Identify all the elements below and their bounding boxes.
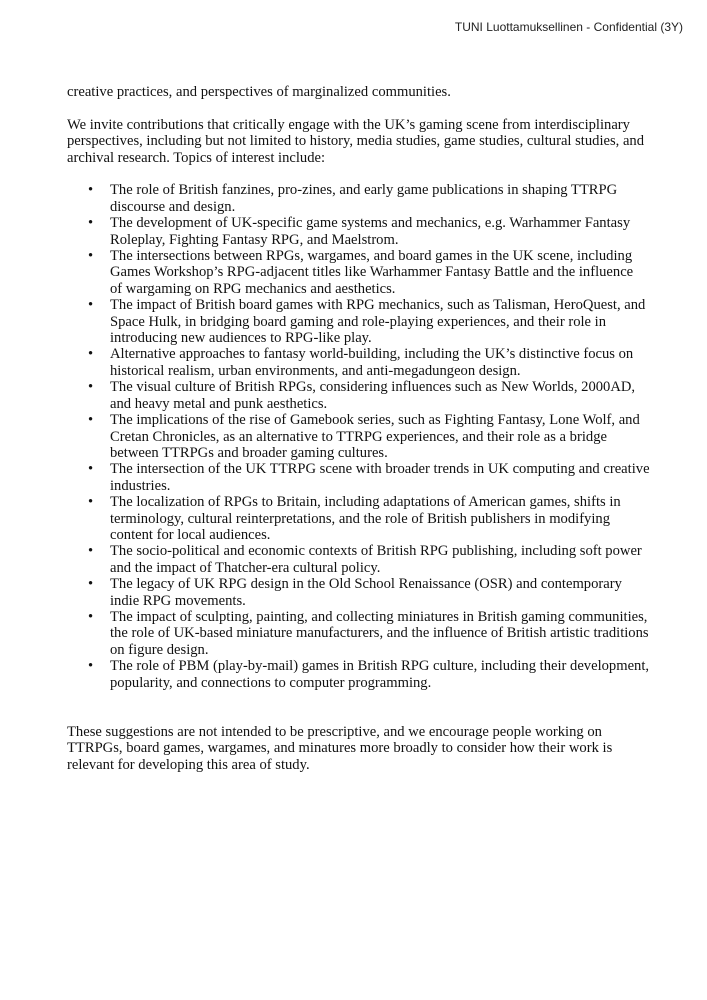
bullet-icon: •	[88, 215, 94, 232]
text-line: indie RPG movements.	[110, 592, 246, 609]
text-line: Space Hulk, in bridging board gaming and role-playing experiences, and their role in	[110, 313, 607, 330]
topic-list-item	[67, 297, 667, 346]
text-line: popularity, and connections to computer programming.	[110, 674, 432, 691]
topic-list-item	[67, 461, 667, 494]
bullet-icon: •	[88, 658, 94, 675]
topic-list-item	[67, 215, 667, 248]
topic-list-item	[67, 379, 667, 412]
text-line: The localization of RPGs to Britain, including adaptations of American games, shifts in	[110, 494, 621, 511]
intro-section	[67, 84, 667, 166]
topic-list-item	[67, 609, 667, 658]
text-line: Games Workshop’s RPG-adjacent titles like Warhammer Fantasy Battle and the influence	[110, 264, 634, 281]
text-line: industries.	[110, 477, 171, 494]
text-line: The implications of the rise of Gamebook series, such as Fighting Fantasy, Lone Wolf, and	[110, 412, 640, 429]
text-line: relevant for developing this area of study.	[67, 756, 310, 773]
bullet-icon: •	[88, 543, 94, 560]
bullet-icon: •	[88, 461, 94, 478]
text-line: The legacy of UK RPG design in the Old School Renaissance (OSR) and contemporary	[110, 576, 622, 593]
text-line: archival research. Topics of interest include:	[67, 149, 326, 166]
bullet-icon: •	[88, 576, 94, 593]
text-line: The impact of British board games with RPG mechanics, such as Talisman, HeroQuest, and	[110, 297, 646, 314]
document-body	[67, 84, 667, 789]
text-line: The development of UK-specific game systems and mechanics, e.g. Warhammer Fantasy	[110, 215, 631, 232]
text-line: creative practices, and perspectives of marginalized communities.	[67, 84, 451, 100]
text-line: Cretan Chronicles, as an alternative to TTRPG experiences, and their role as a bridge	[110, 428, 607, 445]
text-line: between TTRPGs and broader gaming cultures.	[110, 444, 388, 461]
closing-paragraph	[67, 724, 667, 773]
text-line: These suggestions are not intended to be prescriptive, and we encourage people working on	[67, 723, 602, 740]
text-line: The role of PBM (play-by-mail) games in British RPG culture, including their development,	[110, 658, 650, 675]
bullet-icon: •	[88, 297, 94, 314]
topic-list-item	[67, 576, 667, 609]
topic-list-item	[67, 248, 667, 297]
text-line: TTRPGs, board games, wargames, and minatures more broadly to consider how their work is	[67, 740, 613, 757]
text-line: Roleplay, Fighting Fantasy RPG, and Maelstrom.	[110, 231, 399, 248]
text-line: introducing new audiences to RPG-like play.	[110, 330, 372, 347]
text-line: terminology, cultural reinterpretations, and the role of British publishers in modifying	[110, 510, 610, 527]
text-line: The role of British fanzines, pro-zines, and early game publications in shaping TTRPG	[110, 182, 618, 199]
text-line: the role of UK-based miniature manufacturers, and the influence of British artistic traditions	[110, 625, 649, 642]
bullet-icon: •	[88, 248, 94, 265]
topic-list-item	[67, 346, 667, 379]
topic-list-item	[67, 543, 667, 576]
text-line: on figure design.	[110, 641, 209, 658]
text-line: The socio-political and economic contexts of British RPG publishing, including soft power	[110, 543, 642, 560]
text-line: and the impact of Thatcher-era cultural policy.	[110, 559, 381, 576]
text-line: The visual culture of British RPGs, considering influences such as New Worlds, 2000AD,	[110, 379, 636, 396]
bullet-icon: •	[88, 346, 94, 363]
text-line: historical realism, urban environments, and anti-megadungeon design.	[110, 362, 521, 379]
text-line: The impact of sculpting, painting, and collecting miniatures in British gaming communities,	[110, 608, 648, 625]
bullet-icon: •	[88, 182, 94, 199]
topic-list-item	[67, 412, 667, 461]
bullet-icon: •	[88, 494, 94, 511]
bullet-icon: •	[88, 412, 94, 429]
text-line: perspectives, including but not limited to history, media studies, game studies, cultural studies, and	[67, 133, 645, 150]
topic-list-item	[67, 182, 667, 215]
topic-list-item	[67, 658, 667, 691]
paragraph	[67, 117, 667, 166]
bullet-icon: •	[88, 379, 94, 396]
paragraph	[67, 84, 667, 100]
text-line: Alternative approaches to fantasy world-building, including the UK’s distinctive focus on	[110, 346, 634, 363]
topic-list-item	[67, 494, 667, 543]
text-line: discourse and design.	[110, 198, 236, 215]
topics-list	[67, 182, 667, 691]
text-line: The intersection of the UK TTRPG scene with broader trends in UK computing and creative	[110, 461, 650, 478]
text-line: The intersections between RPGs, wargames, and board games in the UK scene, including	[110, 248, 633, 265]
text-line: We invite contributions that critically engage with the UK’s gaming scene from interdisciplinary	[67, 116, 630, 133]
text-line: content for local audiences.	[110, 526, 271, 543]
text-line: of wargaming on RPG mechanics and aesthetics.	[110, 280, 396, 297]
bullet-icon: •	[88, 608, 94, 625]
confidentiality-header: TUNI Luottamuksellinen - Confidential (3Y)	[454, 20, 683, 34]
text-line: and heavy metal and punk aesthetics.	[110, 395, 328, 412]
